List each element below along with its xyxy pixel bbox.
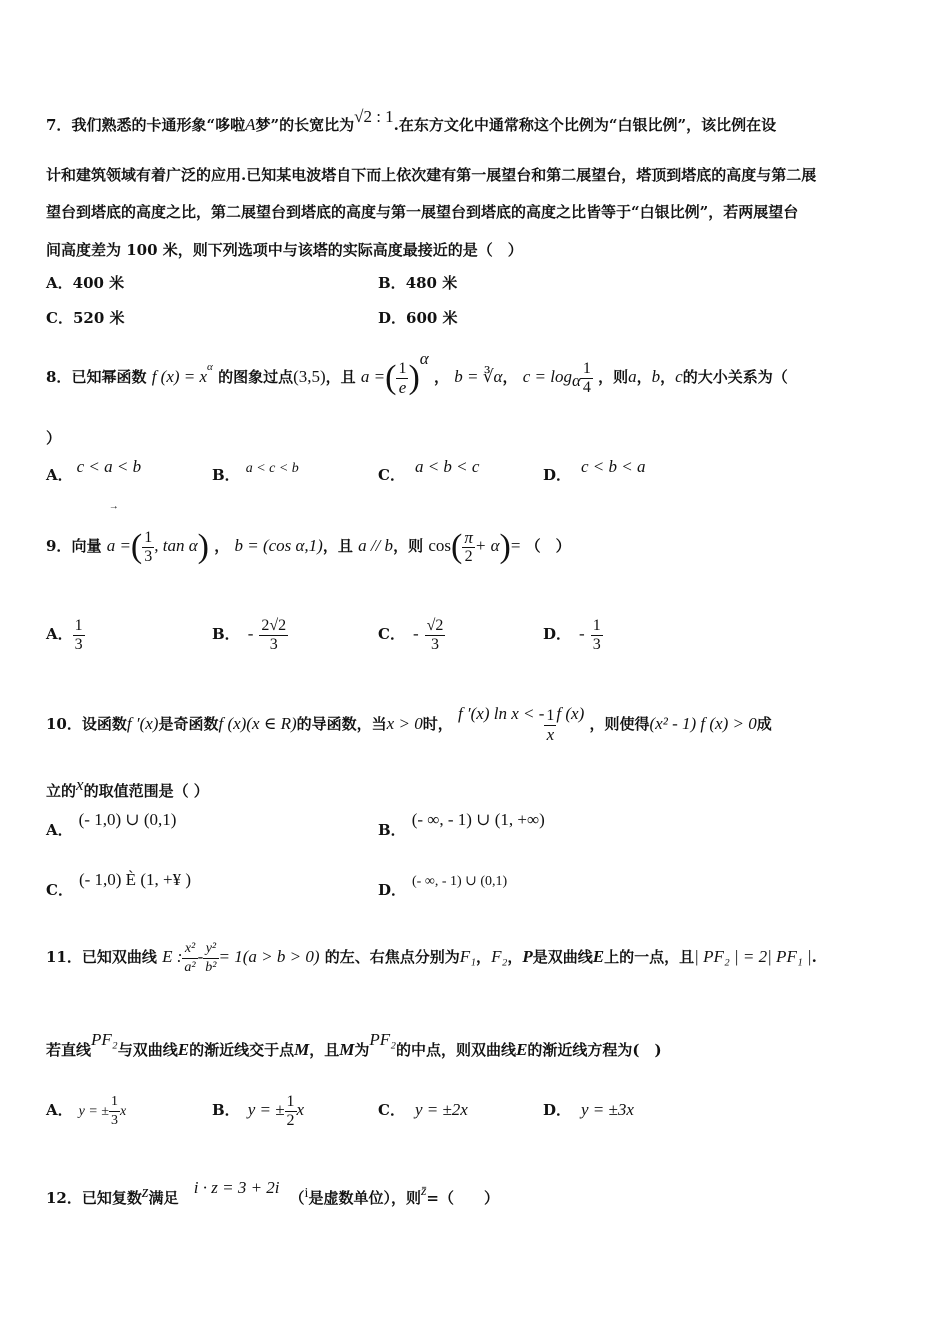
q9-number: 9． [46, 537, 72, 555]
q7-option-c[interactable]: C．520 米 [46, 309, 125, 327]
q7-option-d[interactable]: D．600 米 [378, 309, 458, 327]
q11-option-d[interactable]: D． y = ±3x [543, 1100, 634, 1119]
q11-number: 11． [46, 948, 82, 966]
q9-option-d[interactable]: D． - $\frac{1}{3}$ [543, 616, 601, 653]
q7-line1: 7．我们熟悉的卡通形象“哆啦A梦”的长宽比为√2 : 1.在东方文化中通常称这个比例为“白银比例”，该比例在设 [46, 107, 777, 134]
q10-number: 10． [46, 715, 82, 733]
q9-line1: 9．向量 → a =( $\frac{1}{3}$ , tan α) ， b = (cos α,1)，且 a // b，则 cos( $\frac{\pi}{2}$ + α)= （ ） [46, 501, 571, 565]
q11-option-b[interactable]: B． y = ± $\frac{1}{2}$ x [212, 1092, 305, 1129]
q8-line1: 8．已知幂函数 f $(x) = x^\alpha$ 的图象过点(3,5)，且 a =( $\frac{1}{e}$ )$^\alpha$ ， b = ∛α， $c = \log_\alpha$ $\frac{1}{4}$ ，则a，b，c的大小关系为（ [46, 349, 788, 397]
q11-option-a[interactable]: A． y = ± $\frac{1}{3}$ x [46, 1093, 127, 1128]
q7-ratio: √2 : 1 [354, 107, 394, 126]
q12-number: 12． [46, 1189, 82, 1207]
q9-option-c[interactable]: C． - $\frac{√2}{3}$ [378, 616, 444, 653]
q7-line4: 间高度差为 100 米，则下列选项中与该塔的实际高度最接近的是（ ） [46, 241, 523, 259]
q9-option-b[interactable]: B． - $\frac{2√2}{3}$ [212, 616, 287, 653]
q8-number: 8． [46, 368, 72, 386]
q9-option-a[interactable]: A． $\frac{1}{3}$ [46, 616, 83, 653]
q10-option-a[interactable]: A．(- 1,0) ∪ (0,1) [46, 810, 177, 839]
q10-line2: 立的$^x$的取值范围是（ ） [46, 775, 209, 800]
q7-number: 7． [46, 116, 72, 134]
q11-option-c[interactable]: C． y = ±2x [378, 1100, 468, 1119]
q8-line2: ） [46, 429, 62, 447]
q10-option-d[interactable]: D． (- ∞, - 1) ∪ (0,1) [378, 874, 508, 899]
q7-line2: 计和建筑领域有着广泛的应用.已知某电波塔自下而上依次建有第一展望台和第二展望台，塔顶到塔底的高度与第二展 [46, 166, 817, 184]
q12-line1: 12．已知复数$^z$满足 i · z = 3 + 2i（i是虚数单位），则z̄=（ ） [46, 1178, 499, 1207]
q10-option-b[interactable]: B．(- ∞, - 1) ∪ (1, +∞) [378, 810, 545, 839]
q11-line2: 若直线PF₂与双曲线E的渐近线交于点M，且M为PF₂的中点，则双曲线E的渐近线方程为( ) [46, 1030, 662, 1059]
q7-line3: 望台到塔底的高度之比，第二展望台到塔底的高度与第一展望台到塔底的高度之比皆等于“白银比例”，若两展望台 [46, 203, 799, 221]
q8-option-b[interactable]: B． a < c < b [212, 461, 299, 484]
q8-option-d[interactable]: D． c < b < a [543, 457, 646, 484]
q8-option-c[interactable]: C． a < b < c [378, 457, 480, 484]
q7-option-b[interactable]: B．480 米 [378, 274, 458, 292]
q11-line1: 11．已知双曲线 E : $\frac{\text{x²}}{\text{a²}}$ - $\frac{\text{y²}}{\text{b²}}$ = 1(a > b > 0) 的左、右焦点分别为F₁，F₂，P是双曲线E上的一点，且| PF₂ | = 2| PF₁ |. [46, 940, 817, 975]
q7-option-a[interactable]: A．400 米 [46, 274, 125, 292]
q10-option-c[interactable]: C．(- 1,0) È (1, +¥ ) [46, 870, 191, 899]
q10-line1: 10．设函数f ′(x)是奇函数f (x)(x ∈ R)的导函数，当x > 0时， f ′(x) ln x < - $\frac{1}{x}$ f (x) ，则使得(x² - 1) f (x) > 0成 [46, 704, 772, 744]
q8-option-a[interactable]: A． c < a < b [46, 457, 142, 484]
